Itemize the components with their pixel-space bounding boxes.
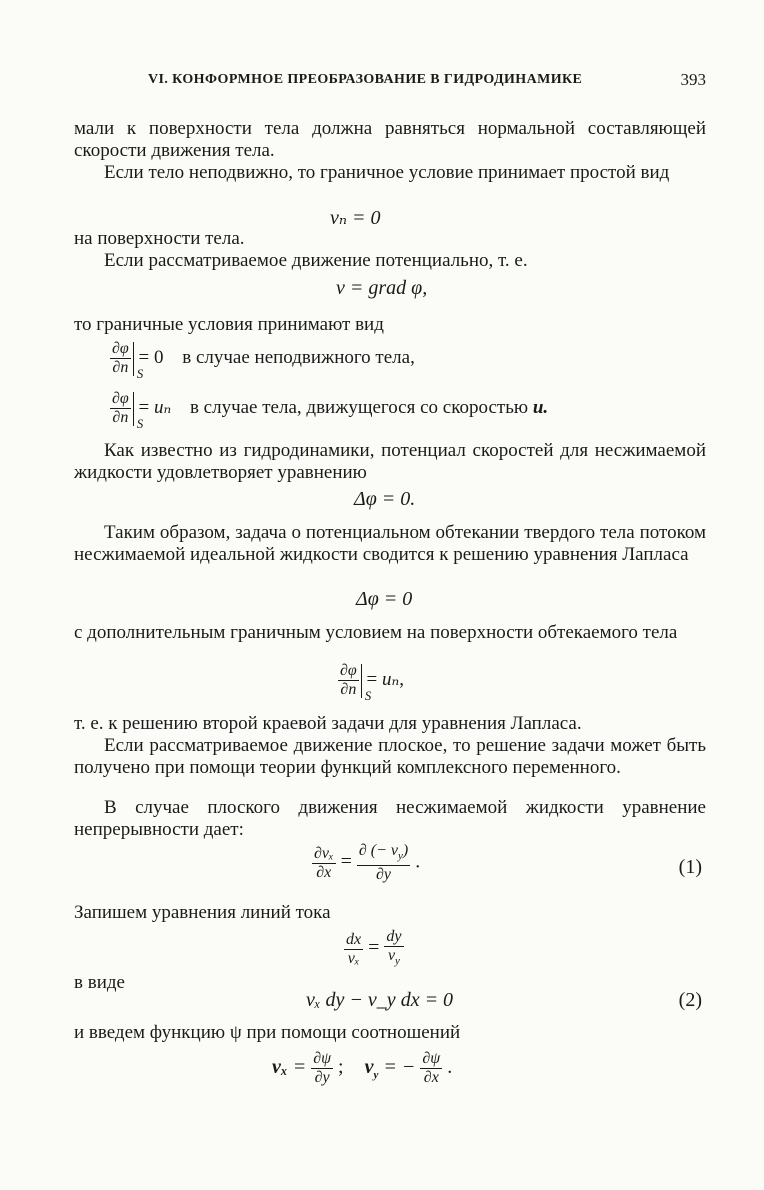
equation-stream-function: vₓ = $\frac{\partial\psi}{\partial y}$ ; $v_y$ = − $\frac{\partial\psi}{\partial x}$ . xyxy=(272,1050,453,1086)
paragraph-7: Таким образом, задача о потенциальном обтекании твердого тела потоком несжимаемой идеальной жидкости сводится к решению уравнения Лапласа xyxy=(74,522,706,565)
paragraph-3: на поверхности тела. xyxy=(74,228,245,249)
paragraph-1: мали к поверхности тела должна равняться нормальной составляющей скорости движения тела. xyxy=(74,118,706,161)
equation-grad: v = grad φ, xyxy=(336,277,428,299)
equation-vn: vₙ = 0 xyxy=(330,207,381,229)
page-number: 393 xyxy=(680,70,706,89)
equation-2: vₓ dy − v_y dx = 0 xyxy=(306,989,454,1011)
paragraph-4: Если рассматриваемое движение потенциально, т. е. xyxy=(104,250,528,271)
paragraph-10: Если рассматриваемое движение плоское, то решение задачи может быть получено при помощи теории функций комплексного переменного. xyxy=(74,735,706,778)
dphi-dn-fraction: $\frac{\partial\varphi}{\partial n}$ xyxy=(112,390,129,426)
paragraph-8: с дополнительным граничным условием на поверхности обтекаемого тела xyxy=(74,622,678,643)
paragraph-6: Как известно из гидродинамики, потенциал скоростей для несжимаемой жидкости удовлетворяет уравнению xyxy=(74,440,706,483)
dphi-dn-fraction: $\frac{\partial\varphi}{\partial n}$ xyxy=(112,340,129,376)
boundary-condition-1: $\frac{\partial\varphi}{\partial n}$ S = 0 в случае неподвижного тела, xyxy=(112,340,415,381)
paragraph-9: т. е. к решению второй краевой задачи для уравнения Лапласа. xyxy=(74,713,582,734)
paragraph-5: то граничные условия принимают вид xyxy=(74,314,384,335)
equation-number-2: (2) xyxy=(678,989,702,1011)
dphi-dn-fraction: $\frac{\partial\varphi}{\partial n}$ xyxy=(340,662,357,698)
condition-2-variable: u. xyxy=(532,396,549,418)
equation-number-1: (1) xyxy=(678,856,702,878)
equation-streamline: $\frac{dx}{\text{vₓ}}$ = $\frac{dy}{v_y}$ xyxy=(346,928,402,968)
condition-1-text: в случае неподвижного тела, xyxy=(182,346,415,368)
equation-laplace-2: Δφ = 0 xyxy=(356,588,413,610)
paragraph-13: в виде xyxy=(74,972,125,993)
paragraph-2: Если тело неподвижно, то граничное условие принимает простой вид xyxy=(104,162,670,183)
boundary-condition-2: $\frac{\partial\varphi}{\partial n}$ S = uₙ в случае тела, движущегося со скоростью u. xyxy=(112,390,549,431)
paragraph-12: Запишем уравнения линий тока xyxy=(74,902,331,923)
running-header: VI. КОНФОРМНОЕ ПРЕОБРАЗОВАНИЕ В ГИДРОДИНАМИКЕ xyxy=(148,72,583,87)
condition-2-text: в случае тела, движущегося со скоростью xyxy=(189,396,529,418)
equation-laplace-1: Δφ = 0. xyxy=(354,488,416,510)
equation-continuity: $\frac{\text{∂vₓ}}{\partial x}$ = $\frac{\partial (- v_y)}{\partial y}$ . xyxy=(314,842,421,884)
paragraph-14: и введем функцию ψ при помощи соотношений xyxy=(74,1022,461,1043)
boundary-condition-3: $\frac{\partial\varphi}{\partial n}$ S = uₙ, xyxy=(340,662,404,703)
paragraph-11: В случае плоского движения несжимаемой жидкости уравнение непрерывности дает: xyxy=(74,797,706,840)
